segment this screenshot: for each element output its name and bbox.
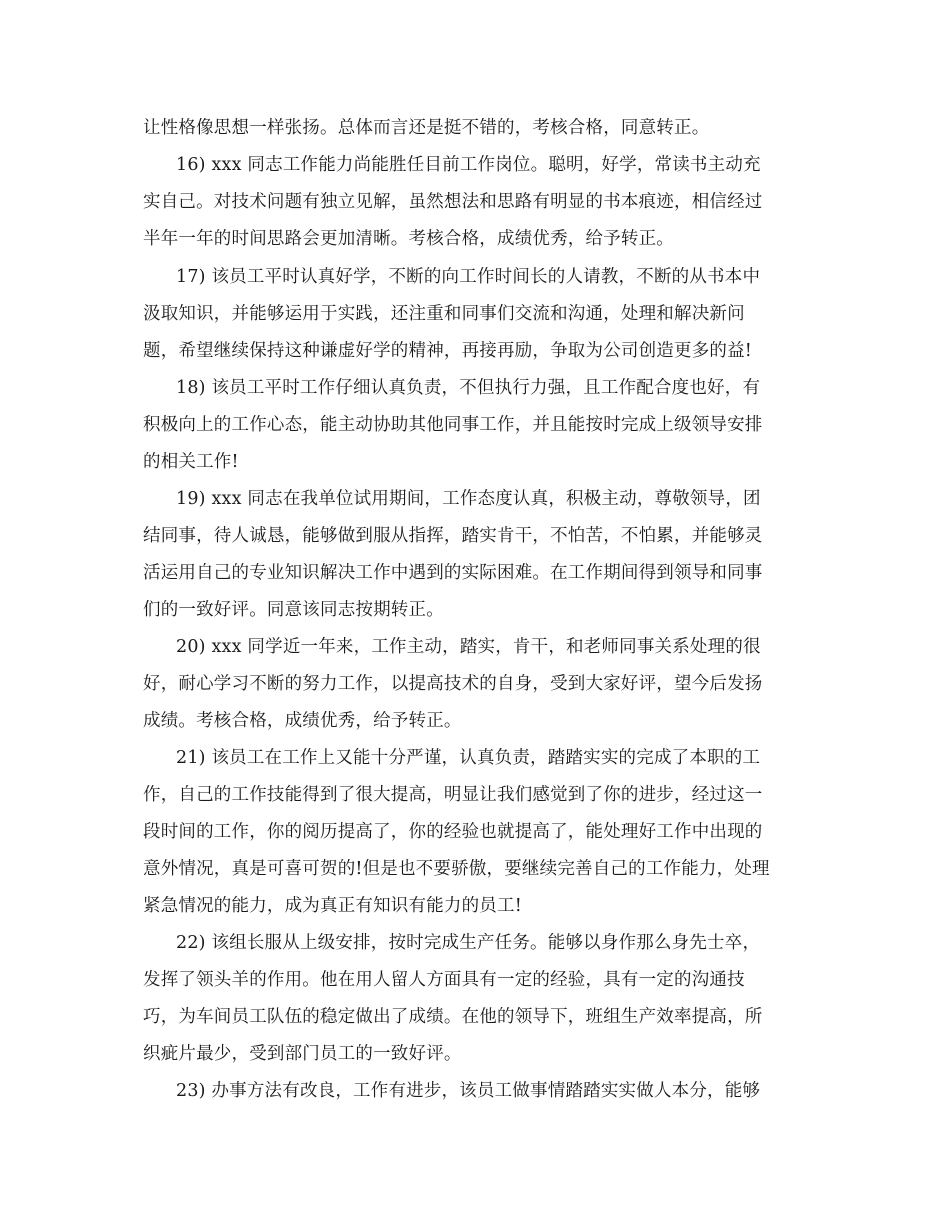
item-23-start: 23) 办事方法有改良，工作有进步，该员工做事情踏踏实实做人本分，能够 xyxy=(176,1081,761,1101)
text-line: 成绩。考核合格，成绩优秀，给予转正。 xyxy=(143,711,462,731)
item-18-start: 18) 该员工平时工作仔细认真负责，不但执行力强，且工作配合度也好，有 xyxy=(176,378,761,398)
text-line: 实自己。对技术问题有独立见解，虽然想法和思路有明显的书本痕迹，相信经过 xyxy=(143,192,763,212)
text-line: 半年一年的时间思路会更加清晰。考核合格，成绩优秀，给予转正。 xyxy=(143,229,674,249)
text-line: 汲取知识，并能够运用于实践，还注重和同事们交流和沟通，处理和解决新问 xyxy=(143,304,745,324)
text-line: 结同事，待人诚恳，能够做到服从指挥，踏实肯干，不怕苦，不怕累，并能够灵 xyxy=(143,526,763,546)
item-17-start: 17) 该员工平时认真好学，不断的向工作时间长的人请教，不断的从书本中 xyxy=(176,267,761,287)
item-20-start: 20) xxx 同学近一年来，工作主动，踏实，肯干，和老师同事关系处理的很 xyxy=(176,637,761,657)
item-16-start: 16) xxx 同志工作能力尚能胜任目前工作岗位。聪明，好学，常读书主动充 xyxy=(176,155,761,175)
text-line: 发挥了领头羊的作用。他在用人留人方面具有一定的经验，具有一定的沟通技 xyxy=(143,970,745,990)
item-19-start: 19) xxx 同志在我单位试用期间，工作态度认真，积极主动，尊敬领导，团 xyxy=(176,489,761,509)
text-line: 巧，为车间员工队伍的稳定做出了成绩。在他的领导下，班组生产效率提高，所 xyxy=(143,1007,763,1027)
text-line: 活运用自己的专业知识解决工作中遇到的实际困难。在工作期间得到领导和同事 xyxy=(143,563,763,583)
text-line: 段时间的工作，你的阅历提高了，你的经验也就提高了，能处理好工作中出现的 xyxy=(143,822,763,842)
text-line: 积极向上的工作心态，能主动协助其他同事工作，并且能按时完成上级领导安排 xyxy=(143,415,763,435)
item-22-start: 22) 该组长服从上级安排，按时完成生产任务。能够以身作那么身先士卒， xyxy=(176,933,761,953)
text-line: 作，自己的工作技能得到了很大提高，明显让我们感觉到了你的进步，经过这一 xyxy=(143,785,763,805)
item-21-start: 21) 该员工在工作上又能十分严谨，认真负责，踏踏实实的完成了本职的工 xyxy=(176,748,761,768)
text-line: 的相关工作! xyxy=(143,452,239,472)
text-line: 意外情况，真是可喜可贺的!但是也不要骄傲，要继续完善自己的工作能力，处理 xyxy=(143,859,770,879)
text-line: 让性格像思想一样张扬。总体而言还是挺不错的，考核合格，同意转正。 xyxy=(143,118,710,138)
text-line: 好，耐心学习不断的努力工作，以提高技术的自身，受到大家好评，望今后发扬 xyxy=(143,674,763,694)
text-line: 紧急情况的能力，成为真正有知识有能力的员工! xyxy=(143,896,522,916)
text-line: 织疵片最少，受到部门员工的一致好评。 xyxy=(143,1044,462,1064)
text-line: 题，希望继续保持这种谦虚好学的精神，再接再励，争取为公司创造更多的益! xyxy=(143,341,753,361)
text-line: 们的一致好评。同意该同志按期转正。 xyxy=(143,600,444,620)
